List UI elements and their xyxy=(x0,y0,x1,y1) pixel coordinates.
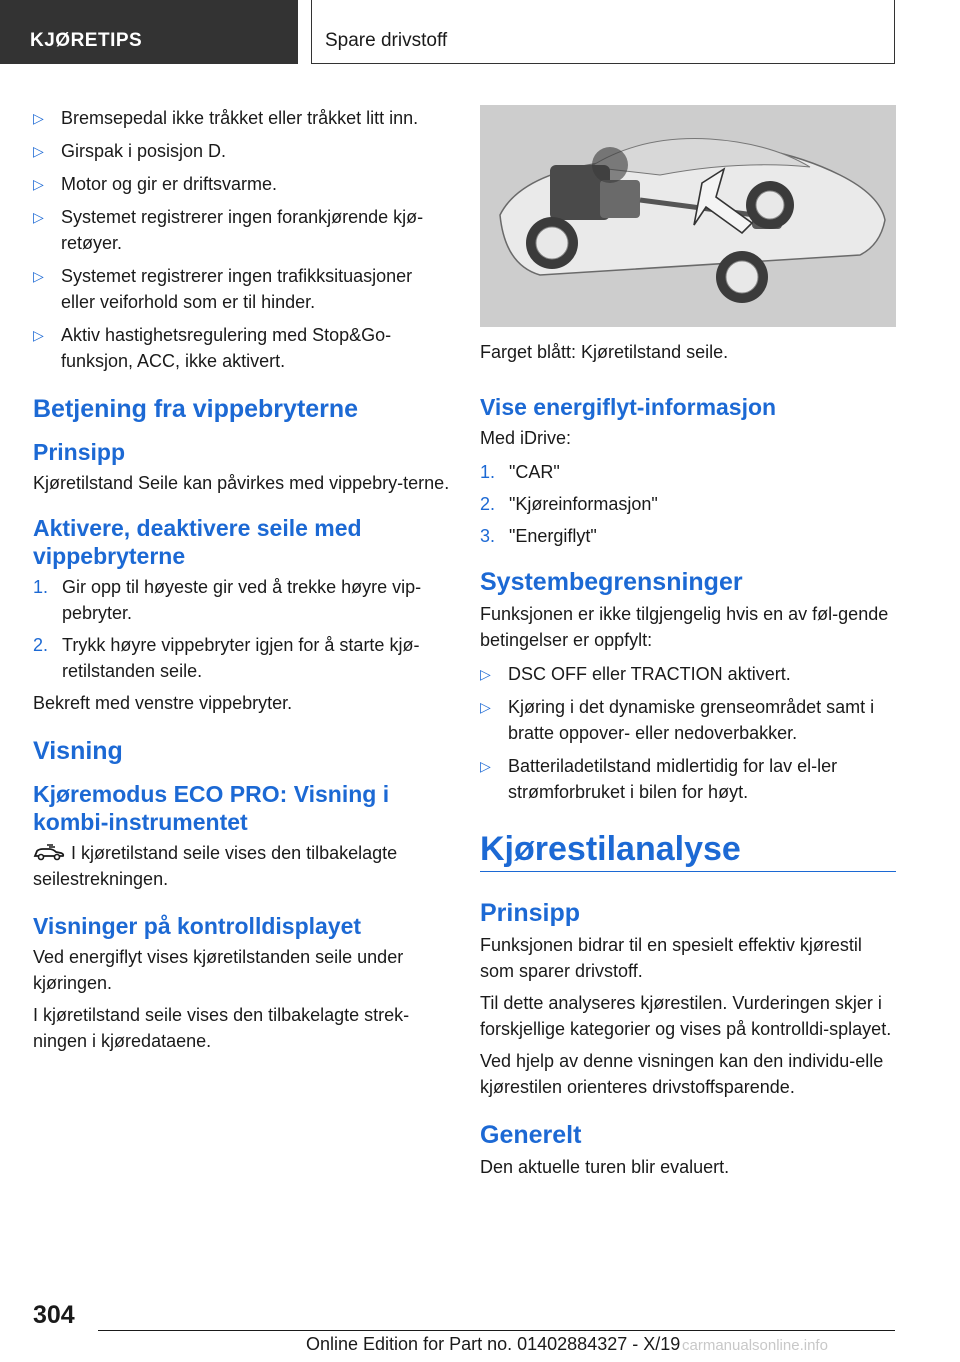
list-item: ▷ Systemet registrerer ingen forankjørende kjø‐retøyer. xyxy=(33,204,451,256)
heading-analyse: Kjørestilanalyse xyxy=(480,829,896,872)
chapter-tab xyxy=(311,0,895,64)
heading-prinsipp: Prinsipp xyxy=(33,439,126,465)
menu-steps-list xyxy=(480,459,896,549)
paragraph-kjoremodus: I kjøretilstand seile vises den tilbakelagte seilestrekningen. xyxy=(33,843,398,889)
left-column xyxy=(33,105,451,1060)
coasting-car-icon xyxy=(33,842,65,860)
paragraph-visninger-1: Ved energiflyt vises kjøretilstanden seile under kjøringen. xyxy=(33,947,404,993)
heading-betjening: Betjening fra vippebryterne xyxy=(33,395,359,423)
triangle-bullet-icon: ▷ xyxy=(33,143,44,159)
list-item: ▷ Kjøring i det dynamiske grenseområdet samt i bratte oppover- eller nedoverbakker. xyxy=(480,694,896,746)
list-item: ▷ Batteriladetilstand midlertidig for lav el-ler strømforbruket i bilen for høyt. xyxy=(480,753,896,805)
right-column xyxy=(480,105,896,1186)
page-number: 304 xyxy=(33,1301,75,1329)
triangle-bullet-icon: ▷ xyxy=(480,666,491,682)
heading-vise: Vise energiflyt-informasjon xyxy=(480,394,777,420)
list-item: ▷ Aktiv hastighetsregulering med Stop&Go-funksjon, ACC, ikke aktivert. xyxy=(33,322,451,374)
list-item: 1. Gir opp til høyeste gir ved å trekke høyre vip‐pebryter. xyxy=(33,577,422,623)
section-title: KJØRETIPS xyxy=(30,30,143,51)
paragraph-analyse-2: Til dette analyseres kjørestilen. Vurderingen skjer i forskjellige kategorier og vises på kontrolldi‐splayet. xyxy=(480,993,892,1039)
paragraph-prinsipp: Kjøretilstand Seile kan påvirkes med vippebry‐terne. xyxy=(33,473,450,493)
list-item: ▷ Motor og gir er driftsvarme. xyxy=(33,171,451,197)
paragraph-analyse-1: Funksjonen bidrar til en spesielt effektiv kjørestil som sparer drivstoff. xyxy=(480,935,862,981)
section-tab xyxy=(0,0,298,64)
triangle-bullet-icon: ▷ xyxy=(33,327,44,343)
heading-kjoremodus: Kjøremodus ECO PRO: Visning i kombi-instrumentet xyxy=(33,781,390,835)
list-item: ▷ Bremsepedal ikke tråkket eller tråkket litt inn. xyxy=(33,105,451,131)
heading-generelt: Generelt xyxy=(480,1121,582,1149)
heading-visning: Visning xyxy=(33,737,123,765)
list-item: ▷ DSC OFF eller TRACTION aktivert. xyxy=(480,661,896,687)
steps-list xyxy=(33,574,451,684)
triangle-bullet-icon: ▷ xyxy=(480,699,491,715)
watermark: carmanualsonline.info xyxy=(682,1337,828,1354)
triangle-bullet-icon: ▷ xyxy=(480,758,491,774)
list-item: 2. "Kjøreinformasjon" xyxy=(480,494,658,514)
chapter-title: Spare drivstoff xyxy=(325,30,448,51)
list-item: ▷ Girspak i posisjon D. xyxy=(33,138,451,164)
paragraph-analyse-3: Ved hjelp av denne visningen kan den individu‐elle kjørestilen orienteres drivstoffsparende. xyxy=(480,1051,884,1097)
paragraph-generelt: Den aktuelle turen blir evaluert. xyxy=(480,1157,730,1177)
car-figure xyxy=(480,105,896,327)
heading-visninger: Visninger på kontrolldisplayet xyxy=(33,913,362,939)
list-item: ▷ Systemet registrerer ingen trafikksituasjoner eller veiforhold som er til hinder. xyxy=(33,263,451,315)
car-illustration xyxy=(480,105,896,327)
heading-prinsipp-2: Prinsipp xyxy=(480,899,581,927)
heading-system: Systembegrensninger xyxy=(480,568,743,596)
footer-divider xyxy=(98,1330,895,1331)
list-item: 3. "Energiflyt" xyxy=(480,526,597,546)
paragraph-system: Funksjonen er ikke tilgjengelig hvis en av føl‐gende betingelser er oppfylt: xyxy=(480,604,889,650)
triangle-bullet-icon: ▷ xyxy=(33,209,44,225)
paragraph-visninger-2: I kjøretilstand seile vises den tilbakelagte strek‐ningen i kjøredataene. xyxy=(33,1005,410,1051)
triangle-bullet-icon: ▷ xyxy=(33,268,44,284)
triangle-bullet-icon: ▷ xyxy=(33,176,44,192)
list-item: 1. "CAR" xyxy=(480,462,560,482)
edition-text: Online Edition for Part no. 01402884327 - X/19 xyxy=(306,1334,681,1354)
paragraph-idrive: Med iDrive: xyxy=(480,428,572,448)
list-item: 2. Trykk høyre vippebryter igjen for å starte kjø‐retilstanden seile. xyxy=(33,635,420,681)
figure-caption: Farget blått: Kjøretilstand seile. xyxy=(480,342,729,362)
triangle-bullet-icon: ▷ xyxy=(33,110,44,126)
paragraph-bekreft: Bekreft med venstre vippebryter. xyxy=(33,693,293,713)
limitations-list xyxy=(480,661,896,805)
heading-aktivere: Aktivere, deaktivere seile med vippebryterne xyxy=(33,515,362,569)
conditions-list xyxy=(33,105,451,374)
